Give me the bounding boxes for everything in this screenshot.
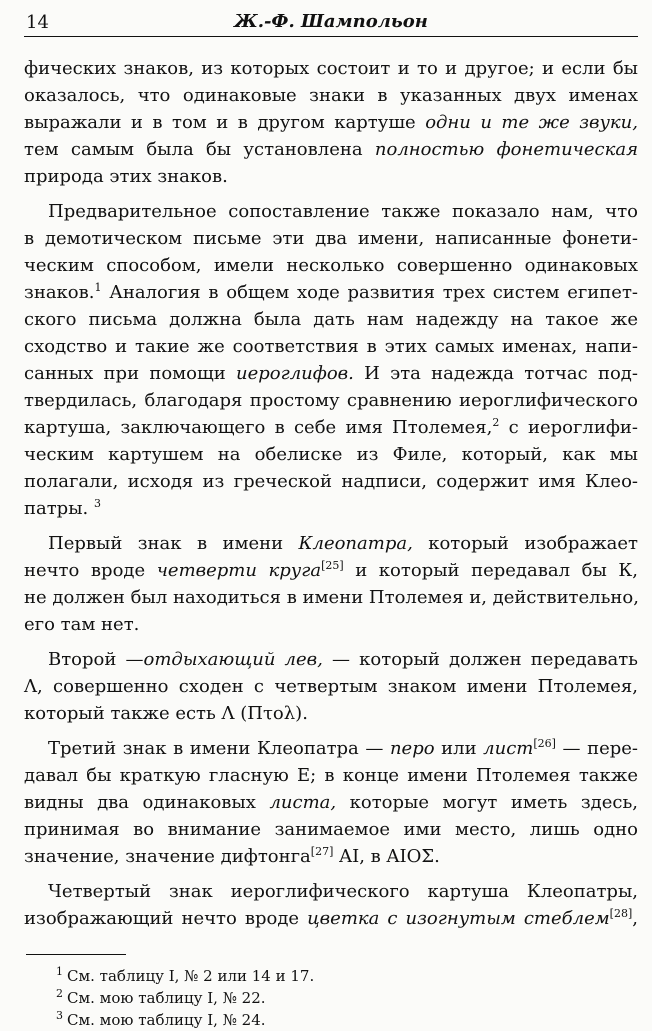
footnote-ref: 3: [94, 497, 101, 510]
text-line: не должен был находиться в имени Птолемея и, действительно,: [24, 587, 639, 608]
figure-ref: [28]: [609, 907, 633, 920]
text-line: изображающий нечто вроде цветка с изогнутым стеблем[28],: [24, 907, 638, 929]
text-line: нечто вроде четверти круга[25] и который передавал бы К,: [24, 559, 638, 581]
text-line: фических знаков, из которых состоит и то и другое; и если бы: [24, 58, 638, 79]
text-line: Второй —отдыхающий лев, — который должен передавать: [48, 649, 638, 670]
text-line: ческим способом, имели несколько совершенно одинаковых: [24, 255, 638, 276]
text-line: патры. $^3$: [24, 497, 101, 519]
text-line: в демотическом письме эти два имени, написанные фонети-: [24, 228, 638, 249]
footnote-ref: 1: [94, 281, 102, 294]
text-line: значение, значение дифтонга[27] ΑΙ, в ΑΙΟΣ.: [24, 845, 440, 867]
footnote: $^2$ См. мою таблицу I, № 22.: [56, 987, 266, 1007]
text-line: его там нет.: [24, 614, 140, 635]
figure-ref: [25]: [321, 559, 344, 572]
text-line: твердилась, благодаря простому сравнению иероглифического: [24, 390, 638, 411]
page-number: 14: [26, 12, 49, 33]
text-line: Первый знак в имени Клеопатра, который изображает: [48, 533, 638, 554]
footnote: $^3$ См. мою таблицу I, № 24.: [56, 1009, 266, 1029]
footnotes: [24, 965, 638, 1031]
text-line: ского письма должна была дать нам надежду на такое же: [24, 309, 638, 330]
text-line: видны два одинаковых листа, которые могут иметь здесь,: [24, 792, 639, 813]
figure-ref: [26]: [533, 737, 556, 750]
text-line: оказалось, что одинаковые знаки в указанных двух именах: [24, 85, 638, 106]
figure-ref: [27]: [310, 845, 334, 858]
text-line: давал бы краткую гласную Е; в конце имени Птолемея также: [24, 765, 638, 786]
text-line: Третий знак в имени Клеопатра — перо или лист[26] — пере-: [48, 737, 638, 759]
running-title: Ж.-Ф. Шампольон: [234, 11, 428, 32]
running-header: [24, 6, 638, 37]
text-line: Четвертый знак иероглифического картуша Клеопатры,: [48, 881, 638, 902]
text-line: полагали, исходя из греческой надписи, содержит имя Клео-: [24, 471, 638, 492]
text-line: Предварительное сопоставление также показало нам, что: [48, 201, 638, 222]
text-line: ческим картушем на обелиске из Филе, который, как мы: [24, 444, 638, 465]
text-line: принимая во внимание занимаемое ими место, лишь одно: [24, 819, 638, 840]
text-line: тем самым была бы установлена полностью фонетическая: [24, 139, 638, 160]
text-line: санных при помощи иероглифов. И эта надежда тотчас под-: [24, 363, 638, 384]
text-line: картуша, заключающего в себе имя Птолемея,$^2$ с иероглифи-: [24, 416, 638, 438]
footnote-separator: [26, 954, 126, 955]
text-line: знаков.$^1$ Аналогия в общем ходе развития трех систем египет-: [24, 281, 638, 303]
text-line: сходство и такие же соответствия в этих самых именах, напи-: [24, 336, 638, 357]
text-line: природа этих знаков.: [24, 166, 228, 187]
text-line: который также есть Λ (Πτολ).: [24, 703, 308, 724]
body-text: [24, 55, 638, 932]
text-line: Λ, совершенно сходен с четвертым знаком имени Птолемея,: [24, 676, 638, 697]
footnote-ref: 2: [492, 416, 500, 429]
page: [24, 6, 638, 1031]
footnote: $^1$ См. таблицу I, № 2 или 14 и 17.: [56, 965, 315, 985]
text-line: выражали и в том и в другом картуше одни и те же звуки,: [24, 112, 638, 133]
